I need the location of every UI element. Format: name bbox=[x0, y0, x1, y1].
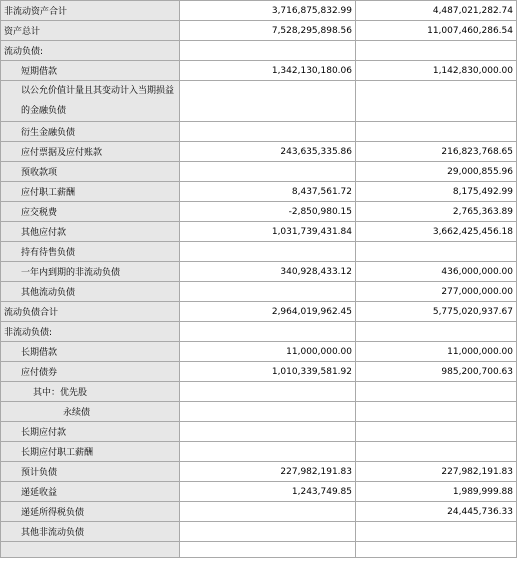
table-row bbox=[1, 282, 517, 302]
table-row bbox=[1, 422, 517, 442]
table-row bbox=[1, 542, 517, 558]
table-row bbox=[1, 242, 517, 262]
row-label: 应付债券 bbox=[1, 362, 180, 382]
prior-period-value bbox=[356, 122, 517, 142]
current-period-value: -2,850,980.15 bbox=[180, 202, 356, 222]
current-period-value: 340,928,433.12 bbox=[180, 262, 356, 282]
current-period-value: 1,342,130,180.06 bbox=[180, 61, 356, 81]
prior-period-value bbox=[356, 442, 517, 462]
row-label: 长期借款 bbox=[1, 342, 180, 362]
row-label: 非流动负债: bbox=[1, 322, 180, 342]
current-period-value: 11,000,000.00 bbox=[180, 342, 356, 362]
current-period-value: 3,716,875,832.99 bbox=[180, 1, 356, 21]
prior-period-value bbox=[356, 542, 517, 558]
current-period-value: 1,243,749.85 bbox=[180, 482, 356, 502]
row-label: 应付票据及应付账款 bbox=[1, 142, 180, 162]
current-period-value: 2,964,019,962.45 bbox=[180, 302, 356, 322]
row-label: 其他应付款 bbox=[1, 222, 180, 242]
row-label: 应交税费 bbox=[1, 202, 180, 222]
current-period-value bbox=[180, 382, 356, 402]
table-row bbox=[1, 442, 517, 462]
row-label: 其中：优先股 bbox=[1, 382, 180, 402]
current-period-value bbox=[180, 242, 356, 262]
current-period-value bbox=[180, 422, 356, 442]
table-row bbox=[1, 21, 517, 41]
row-label: 递延收益 bbox=[1, 482, 180, 502]
current-period-value bbox=[180, 162, 356, 182]
table-row bbox=[1, 522, 517, 542]
current-period-value: 7,528,295,898.56 bbox=[180, 21, 356, 41]
current-period-value: 8,437,561.72 bbox=[180, 182, 356, 202]
prior-period-value: 436,000,000.00 bbox=[356, 262, 517, 282]
current-period-value bbox=[180, 542, 356, 558]
prior-period-value bbox=[356, 242, 517, 262]
row-label: 预计负债 bbox=[1, 462, 180, 482]
row-label: 以公允价值计量且其变动计入当期损益的金融负债 bbox=[1, 81, 180, 122]
prior-period-value: 2,765,363.89 bbox=[356, 202, 517, 222]
current-period-value bbox=[180, 442, 356, 462]
row-label bbox=[1, 542, 180, 558]
prior-period-value: 3,662,425,456.18 bbox=[356, 222, 517, 242]
table-row bbox=[1, 462, 517, 482]
prior-period-value bbox=[356, 322, 517, 342]
table-row bbox=[1, 81, 517, 122]
table-row bbox=[1, 1, 517, 21]
current-period-value: 227,982,191.83 bbox=[180, 462, 356, 482]
prior-period-value: 227,982,191.83 bbox=[356, 462, 517, 482]
table-row bbox=[1, 342, 517, 362]
table-row bbox=[1, 362, 517, 382]
row-label: 非流动资产合计 bbox=[1, 1, 180, 21]
current-period-value bbox=[180, 502, 356, 522]
table-row bbox=[1, 302, 517, 322]
row-label: 预收款项 bbox=[1, 162, 180, 182]
prior-period-value: 4,487,021,282.74 bbox=[356, 1, 517, 21]
table-row bbox=[1, 382, 517, 402]
current-period-value bbox=[180, 522, 356, 542]
table-row bbox=[1, 502, 517, 522]
row-label: 流动负债: bbox=[1, 41, 180, 61]
table-row bbox=[1, 162, 517, 182]
prior-period-value: 11,000,000.00 bbox=[356, 342, 517, 362]
prior-period-value bbox=[356, 522, 517, 542]
prior-period-value: 216,823,768.65 bbox=[356, 142, 517, 162]
table-row bbox=[1, 41, 517, 61]
row-label: 应付职工薪酬 bbox=[1, 182, 180, 202]
prior-period-value bbox=[356, 382, 517, 402]
row-label: 递延所得税负债 bbox=[1, 502, 180, 522]
balance-sheet-body bbox=[1, 1, 517, 558]
current-period-value: 243,635,335.86 bbox=[180, 142, 356, 162]
table-row bbox=[1, 402, 517, 422]
table-row bbox=[1, 202, 517, 222]
prior-period-value: 1,142,830,000.00 bbox=[356, 61, 517, 81]
table-row bbox=[1, 482, 517, 502]
prior-period-value: 985,200,700.63 bbox=[356, 362, 517, 382]
current-period-value bbox=[180, 322, 356, 342]
table-row bbox=[1, 61, 517, 81]
prior-period-value: 1,989,999.88 bbox=[356, 482, 517, 502]
row-label: 其他流动负债 bbox=[1, 282, 180, 302]
table-row bbox=[1, 182, 517, 202]
row-label: 长期应付款 bbox=[1, 422, 180, 442]
current-period-value bbox=[180, 122, 356, 142]
prior-period-value: 24,445,736.33 bbox=[356, 502, 517, 522]
current-period-value bbox=[180, 81, 356, 122]
current-period-value: 1,010,339,581.92 bbox=[180, 362, 356, 382]
row-label: 流动负债合计 bbox=[1, 302, 180, 322]
table-row bbox=[1, 222, 517, 242]
table-row bbox=[1, 142, 517, 162]
table-row bbox=[1, 122, 517, 142]
row-label: 持有待售负债 bbox=[1, 242, 180, 262]
prior-period-value: 8,175,492.99 bbox=[356, 182, 517, 202]
current-period-value bbox=[180, 41, 356, 61]
prior-period-value bbox=[356, 81, 517, 122]
prior-period-value bbox=[356, 422, 517, 442]
current-period-value bbox=[180, 282, 356, 302]
row-label: 永续债 bbox=[1, 402, 180, 422]
prior-period-value: 29,000,855.96 bbox=[356, 162, 517, 182]
row-label: 其他非流动负债 bbox=[1, 522, 180, 542]
prior-period-value: 277,000,000.00 bbox=[356, 282, 517, 302]
row-label: 短期借款 bbox=[1, 61, 180, 81]
table-row bbox=[1, 262, 517, 282]
table-row bbox=[1, 322, 517, 342]
prior-period-value: 11,007,460,286.54 bbox=[356, 21, 517, 41]
row-label: 衍生金融负债 bbox=[1, 122, 180, 142]
prior-period-value bbox=[356, 41, 517, 61]
row-label: 资产总计 bbox=[1, 21, 180, 41]
current-period-value: 1,031,739,431.84 bbox=[180, 222, 356, 242]
prior-period-value: 5,775,020,937.67 bbox=[356, 302, 517, 322]
current-period-value bbox=[180, 402, 356, 422]
prior-period-value bbox=[356, 402, 517, 422]
row-label: 长期应付职工薪酬 bbox=[1, 442, 180, 462]
row-label: 一年内到期的非流动负债 bbox=[1, 262, 180, 282]
